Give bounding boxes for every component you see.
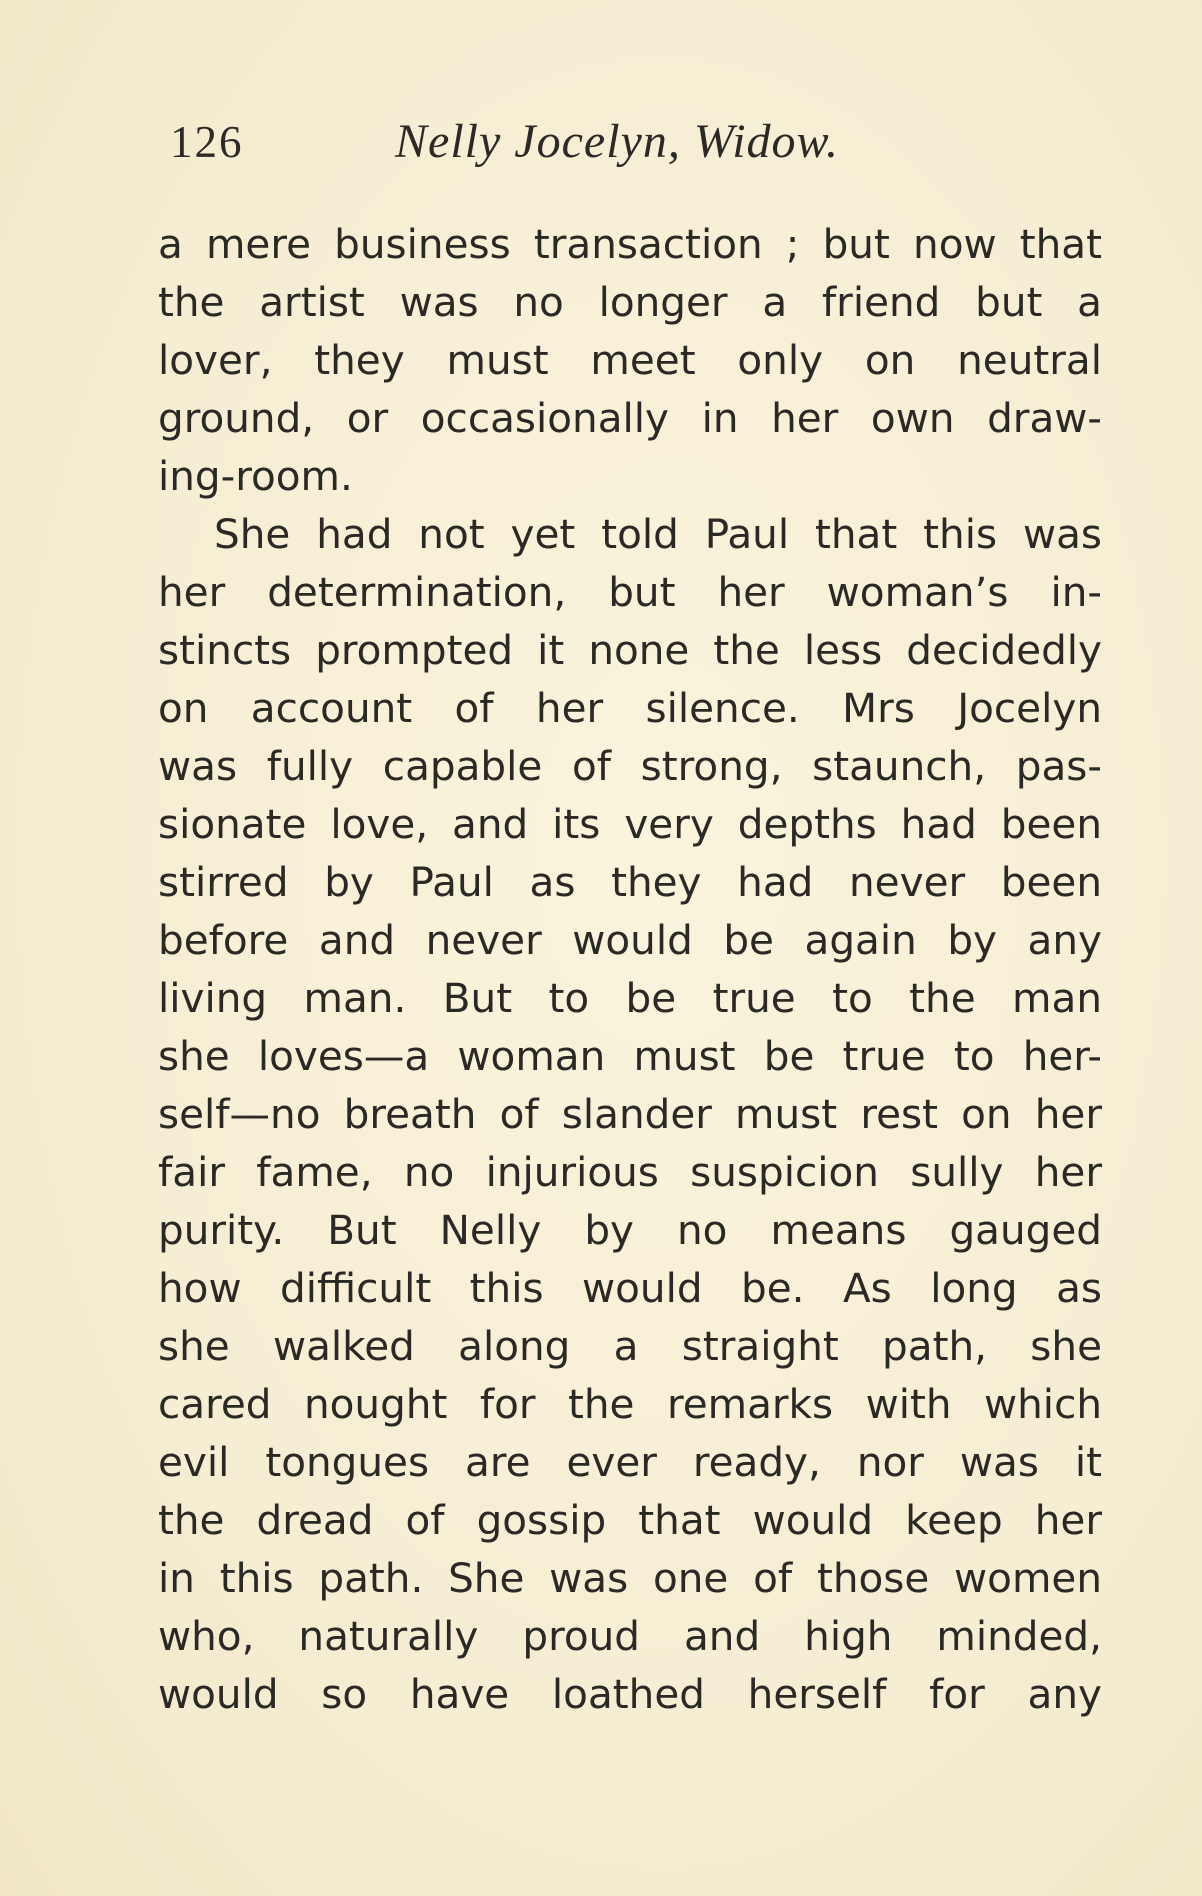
text-line: a mere business transaction ; but now that (158, 220, 1102, 268)
text-line: she loves—a woman must be true to her- (158, 1032, 1102, 1080)
text-line: self—no breath of slander must rest on her (158, 1090, 1102, 1138)
text-line: in this path. She was one of those women (158, 1554, 1102, 1602)
text-line: lover, they must meet only on neutral (158, 336, 1102, 384)
text-line: fair fame, no injurious suspicion sully her (158, 1148, 1102, 1196)
text-line: she walked along a straight path, she (158, 1322, 1102, 1370)
text-line: how difficult this would be. As long as (158, 1264, 1102, 1312)
text-line: stirred by Paul as they had never been (158, 858, 1102, 906)
text-line: sionate love, and its very depths had been (158, 800, 1102, 848)
text-line: before and never would be again by any (158, 916, 1102, 964)
page-number: 126 (170, 117, 244, 167)
text-line: ground, or occasionally in her own draw- (158, 394, 1102, 442)
text-line: purity. But Nelly by no means gauged (158, 1206, 1102, 1254)
text-line: evil tongues are ever ready, nor was it (158, 1438, 1102, 1486)
running-title: Nelly Jocelyn, Widow. (395, 115, 839, 168)
text-line: cared nought for the remarks with which (158, 1380, 1102, 1428)
body-text (158, 215, 1102, 1723)
text-line: the dread of gossip that would keep her (158, 1496, 1102, 1544)
paragraph-first-line: She had not yet told Paul that this was (214, 510, 1102, 558)
running-head (170, 112, 1110, 172)
text-line: who, naturally proud and high minded, (158, 1612, 1102, 1660)
text-line: the artist was no longer a friend but a (158, 278, 1102, 326)
text-line: was fully capable of strong, staunch, pas- (158, 742, 1102, 790)
text-line: on account of her silence. Mrs Jocelyn (158, 684, 1102, 732)
text-line: her determination, but her woman’s in- (158, 568, 1102, 616)
text-line: would so have loathed herself for any (158, 1670, 1102, 1718)
text-line: living man. But to be true to the man (158, 974, 1102, 1022)
text-line: ing-room. (158, 452, 353, 500)
text-line: stincts prompted it none the less decidedly (158, 626, 1102, 674)
